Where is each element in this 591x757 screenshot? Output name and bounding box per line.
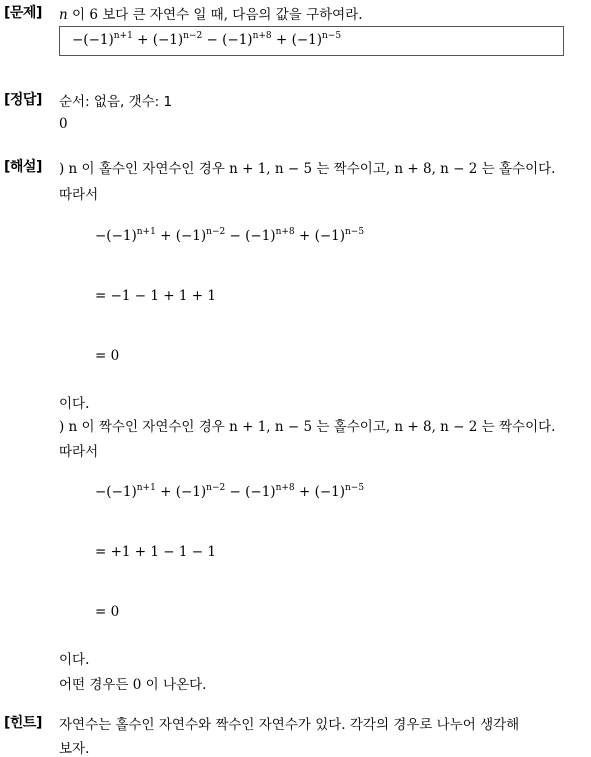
case2-step2: = 0 <box>95 604 120 620</box>
case2-expression: $-(-1)^{n+1} + (-1)^{n-2} - (-1)^{n+8} + (-1)^{n-5}$ <box>95 483 365 500</box>
case1-line: ) n 이 홀수인 자연수인 경우 n + 1, n − 5 는 짝수이고, n + 8, n − 2 는 홀수이다. <box>59 161 556 177</box>
hint-line1: 자연수는 홀수인 자연수와 짝수인 자연수가 있다. 각각의 경우로 나누어 생각해 <box>59 717 520 733</box>
solution-conclusion: 어떤 경우든 0 이 나온다. <box>59 677 207 693</box>
answer-value: 0 <box>59 116 68 132</box>
hint-label: [힌트] <box>4 715 42 731</box>
problem-label: [문제] <box>4 5 42 21</box>
case2-therefore: 따라서 <box>59 444 99 460</box>
answer-label: [정답] <box>4 92 42 108</box>
solution-label: [해설] <box>4 159 42 175</box>
case2-line: ) n 이 짝수인 자연수인 경우 n + 1, n − 5 는 홀수이고, n + 8, n − 2 는 짝수이다. <box>59 419 556 435</box>
case1-step1: = −1 − 1 + 1 + 1 <box>95 288 216 304</box>
problem-sentence: 이 6 보다 큰 자연수 일 때, 다음의 값을 구하여라. <box>67 7 363 23</box>
problem-expression-box <box>59 26 564 56</box>
problem-expression: $-(-1)^{n+1} + (-1)^{n-2} - (-1)^{n+8} + (-1)^{n-5}$ <box>72 31 342 48</box>
case2-step1: = +1 + 1 − 1 − 1 <box>95 544 216 560</box>
answer-meta: 순서: 없음, 갯수: 1 <box>59 94 173 110</box>
case1-expression: $-(-1)^{n+1} + (-1)^{n-2} - (-1)^{n+8} + (-1)^{n-5}$ <box>95 227 365 244</box>
problem-text <box>59 3 363 23</box>
case1-step2: = 0 <box>95 348 120 364</box>
case1-therefore: 따라서 <box>59 187 99 203</box>
case1-end: 이다. <box>59 396 90 412</box>
case2-end: 이다. <box>59 652 90 668</box>
problem-var: n <box>59 7 68 23</box>
hint-line2: 보자. <box>59 741 90 757</box>
